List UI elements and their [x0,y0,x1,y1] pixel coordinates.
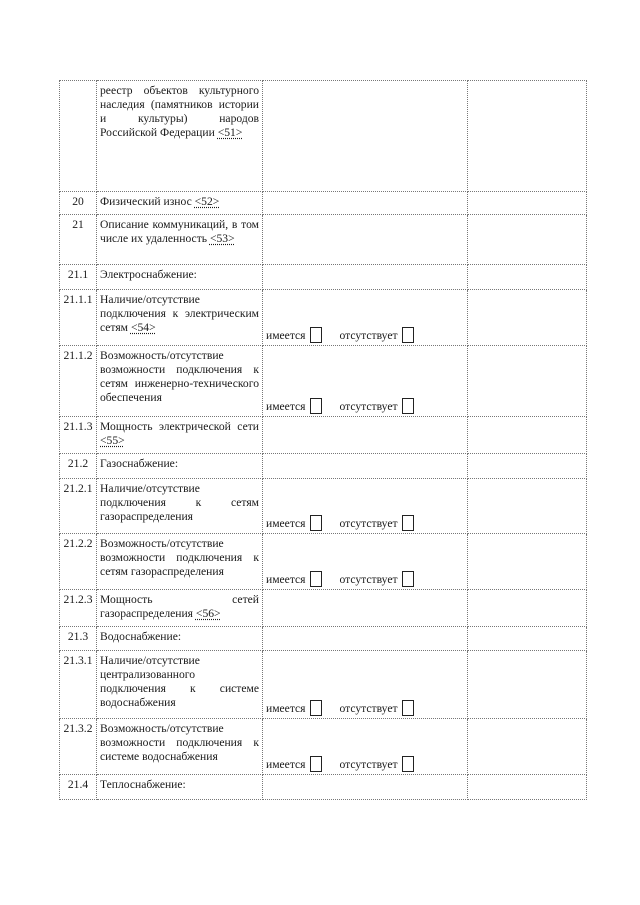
option-label-yes: имеется [266,329,306,342]
description-text: Описание коммуникаций, в том числе их удаленность [100,218,259,245]
table-row [60,81,587,192]
item-value-cell[interactable] [263,454,468,479]
notes-cell[interactable] [468,454,587,479]
option-label-yes: имеется [266,758,306,771]
notes-cell[interactable] [468,265,587,290]
description-text: Электроснабжение: [100,268,197,281]
table-row [60,534,587,590]
description-text: Возможность/отсутствие возможности подключения к системе водоснабжения [100,722,259,763]
description-text: реестр объектов культурного наследия (памятников истории и культуры) народов Российской Федерации [100,84,259,139]
footnote-reference-link[interactable]: <53> [209,232,235,245]
description-text: Возможность/отсутствие возможности подключения к сетям инженерно-технического обеспечения [100,349,259,404]
notes-cell[interactable] [468,775,587,800]
table-row [60,454,587,479]
item-number: 21.3.1 [60,651,97,719]
item-description [97,627,263,651]
notes-cell[interactable] [468,719,587,775]
table-row [60,719,587,775]
table-row [60,290,587,346]
availability-options [266,752,464,772]
table-row [60,192,587,215]
item-description [97,719,263,775]
item-value-cell [263,719,468,775]
footnote-reference-link[interactable]: <56> [195,607,221,620]
option-label-no: отсутствует [339,517,398,530]
checkbox-no[interactable] [402,398,414,414]
table-row [60,651,587,719]
item-value-cell[interactable] [263,81,468,192]
table-row [60,215,587,265]
notes-cell[interactable] [468,651,587,719]
availability-options [266,394,464,414]
table-body [60,81,587,800]
option-label-no: отсутствует [339,573,398,586]
item-number: 21.4 [60,775,97,800]
item-number: 21.2 [60,454,97,479]
item-description [97,346,263,417]
option-label-yes: имеется [266,702,306,715]
item-number: 21.1.3 [60,417,97,454]
item-description [97,534,263,590]
table-row [60,627,587,651]
checkbox-yes[interactable] [310,515,322,531]
description-text: Наличие/отсутствие подключения к сетям газораспределения [100,482,259,523]
item-description [97,479,263,534]
item-value-cell[interactable] [263,215,468,265]
item-number: 21.2.3 [60,590,97,627]
item-description [97,265,263,290]
item-description [97,590,263,627]
checkbox-yes[interactable] [310,327,322,343]
item-value-cell[interactable] [263,265,468,290]
item-number: 21.1.1 [60,290,97,346]
notes-cell[interactable] [468,346,587,417]
item-number: 21.2.2 [60,534,97,590]
item-number [60,81,97,192]
item-description [97,651,263,719]
option-label-yes: имеется [266,517,306,530]
item-value-cell[interactable] [263,627,468,651]
checkbox-yes[interactable] [310,398,322,414]
item-number: 21.1 [60,265,97,290]
item-description [97,290,263,346]
item-number: 21.3 [60,627,97,651]
table-row [60,346,587,417]
item-value-cell [263,346,468,417]
availability-options [266,696,464,716]
footnote-reference-link[interactable]: <52> [194,195,220,208]
notes-cell[interactable] [468,417,587,454]
item-description [97,215,263,265]
notes-cell[interactable] [468,590,587,627]
item-description [97,417,263,454]
notes-cell[interactable] [468,627,587,651]
item-value-cell [263,651,468,719]
description-text: Наличие/отсутствие подключения к электрическим сетям [100,293,259,334]
availability-options [266,323,464,343]
description-text: Газоснабжение: [100,457,179,470]
option-label-yes: имеется [266,573,306,586]
item-number: 21.1.2 [60,346,97,417]
item-number: 21.3.2 [60,719,97,775]
checkbox-yes[interactable] [310,756,322,772]
item-value-cell[interactable] [263,775,468,800]
notes-cell[interactable] [468,479,587,534]
item-value-cell [263,479,468,534]
footnote-reference-link[interactable]: <55> [100,434,125,447]
description-text: Мощность электрической сети [100,420,259,433]
table-row [60,479,587,534]
description-text: Возможность/отсутствие возможности подключения к сетям газораспределения [100,537,259,578]
item-number: 20 [60,192,97,215]
item-value-cell[interactable] [263,590,468,627]
item-value-cell [263,534,468,590]
table-row [60,265,587,290]
notes-cell[interactable] [468,534,587,590]
option-label-yes: имеется [266,400,306,413]
description-text: Наличие/отсутствие централизованного подключения к системе водоснабжения [100,654,259,709]
item-value-cell [263,290,468,346]
checkbox-yes[interactable] [310,700,322,716]
table-row [60,775,587,800]
checkbox-yes[interactable] [310,571,322,587]
notes-cell[interactable] [468,192,587,215]
checkbox-no[interactable] [402,571,414,587]
option-label-no: отсутствует [339,702,398,715]
option-label-no: отсутствует [339,329,398,342]
notes-cell[interactable] [468,81,587,192]
availability-options [266,567,464,587]
table-row [60,417,587,454]
description-text: Мощность сетей газораспределения [100,593,259,620]
footnote-reference-link[interactable]: <54> [130,321,156,334]
item-description [97,775,263,800]
item-number: 21 [60,215,97,265]
notes-cell[interactable] [468,215,587,265]
option-label-no: отсутствует [339,400,398,413]
description-text: Физический износ [100,195,192,208]
checkbox-no[interactable] [402,327,414,343]
item-value-cell[interactable] [263,192,468,215]
checkbox-no[interactable] [402,756,414,772]
checkbox-no[interactable] [402,515,414,531]
property-form-table [59,80,587,800]
availability-options [266,511,464,531]
description-text: Водоснабжение: [100,630,182,643]
checkbox-no[interactable] [402,700,414,716]
notes-cell[interactable] [468,290,587,346]
item-description [97,81,263,192]
table-row [60,590,587,627]
item-value-cell[interactable] [263,417,468,454]
footnote-reference-link[interactable]: <51> [217,126,243,139]
description-text: Теплоснабжение: [100,778,186,791]
item-description [97,454,263,479]
option-label-no: отсутствует [339,758,398,771]
item-number: 21.2.1 [60,479,97,534]
item-description [97,192,263,215]
